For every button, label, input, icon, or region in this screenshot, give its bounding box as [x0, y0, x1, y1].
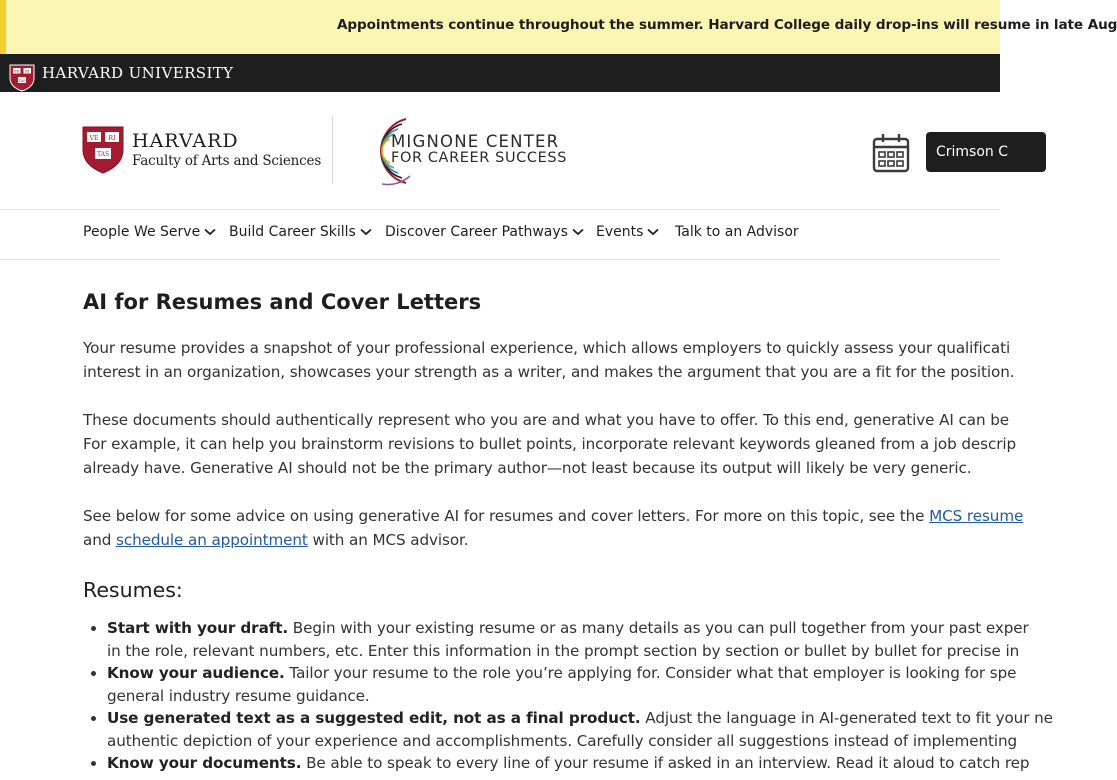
mcs-resume-link[interactable]: MCS resume	[929, 507, 1024, 525]
fas-name[interactable]: HARVARD	[132, 130, 239, 152]
university-label[interactable]: HARVARD UNIVERSITY	[42, 64, 234, 82]
alert-banner	[0, 0, 1117, 54]
alert-text: Appointments continue throughout the summer. Harvard College daily drop-ins will resume in late Aug	[337, 17, 1117, 33]
shield-letter: RI	[25, 69, 30, 74]
tip-continuation: in the role, relevant numbers, etc. Enter this information in the prompt section by section or bullet by bullet for precise in	[107, 641, 1020, 660]
chevron-down-icon	[360, 228, 372, 236]
main-nav	[0, 210, 1000, 260]
harvard-shield-icon	[9, 64, 35, 92]
see-below-paragraph	[83, 504, 1023, 552]
resumes-heading: Resumes:	[83, 578, 183, 602]
intro-paragraph	[83, 336, 1014, 384]
nav-talk-to-advisor[interactable]	[675, 224, 799, 240]
nav-label: Build Career Skills	[229, 224, 356, 240]
nav-people-we-serve[interactable]	[83, 224, 216, 240]
nav-events[interactable]	[596, 224, 659, 240]
tip-title: Know your audience.	[107, 664, 285, 682]
page-title: AI for Resumes and Cover Letters	[83, 290, 482, 314]
tip-title: Use generated text as a suggested edit, not as a final product.	[107, 709, 641, 727]
intro-line: Your resume provides a snapshot of your professional experience, which allows employers to quickly assess your qualificati	[83, 339, 1011, 357]
see-below-line	[83, 528, 1023, 552]
nav-discover-career-pathways[interactable]	[385, 224, 584, 240]
site-header	[0, 92, 1009, 210]
crimson-careers-button[interactable]: Crimson C	[926, 132, 1046, 172]
nav-label: Events	[596, 224, 644, 240]
shield-letter: VE	[14, 69, 20, 74]
tip-title: Start with your draft.	[107, 619, 289, 637]
tip-text: Tailor your resume to the role you’re applying for. Consider what that employer is looking for spe	[284, 664, 1017, 682]
list-item	[107, 617, 1053, 662]
nav-label: Talk to an Advisor	[675, 224, 799, 240]
tip-title: Know your documents.	[107, 754, 302, 772]
and-text: and	[83, 531, 117, 549]
tip-continuation: authentic depiction of your experience and accomplishments. Carefully consider all suggestions instead of implementing	[107, 731, 1018, 750]
ai-guidance-paragraph	[83, 408, 1016, 480]
shield-letter: TAS	[18, 78, 26, 83]
chevron-down-icon	[204, 228, 216, 236]
tip-text: Adjust the language in AI-generated text to fit your ne	[640, 709, 1053, 727]
chevron-down-icon	[647, 228, 659, 236]
see-below-line	[83, 504, 1023, 528]
list-item	[107, 752, 1053, 775]
university-bar	[0, 54, 1000, 92]
chevron-down-icon	[572, 228, 584, 236]
calendar-icon[interactable]	[872, 133, 910, 173]
guidance-line: For example, it can help you brainstorm revisions to bullet points, incorporate relevant keywords gleaned from a job descrip	[83, 435, 1017, 453]
header-divider	[332, 116, 333, 184]
shield-text-tas: TAS	[96, 151, 110, 158]
advisor-text: with an MCS advisor.	[307, 531, 469, 549]
resume-tips-list	[83, 617, 1053, 775]
mcs-name-line2[interactable]: FOR CAREER SUCCESS	[391, 150, 567, 166]
nav-label: Discover Career Pathways	[385, 224, 568, 240]
intro-line: interest in an organization, showcases your strength as a writer, and makes the argument that you are a fit for the position.	[83, 363, 1015, 381]
mcs-name-line1[interactable]: MIGNONE CENTER	[391, 132, 560, 151]
guidance-line: already have. Generative AI should not be the primary author—not least because its output will likely be very generic.	[83, 459, 972, 477]
fas-subtitle[interactable]: Faculty of Arts and Sciences	[132, 153, 322, 169]
schedule-appointment-link[interactable]: schedule an appointment	[116, 531, 308, 549]
shield-text-ve: VE	[89, 135, 99, 142]
nav-build-career-skills[interactable]	[229, 224, 372, 240]
nav-label: People We Serve	[83, 224, 201, 240]
list-item	[107, 707, 1053, 752]
tip-text: Begin with your existing resume or as many details as you can pull together from your past exper	[288, 619, 1029, 637]
list-item	[107, 662, 1053, 707]
tip-continuation: general industry resume guidance.	[107, 686, 370, 705]
tip-text: Be able to speak to every line of your resume if asked in an interview. Read it aloud to catch rep	[301, 754, 1030, 772]
fas-shield-icon[interactable]	[82, 126, 124, 174]
guidance-line: These documents should authentically represent who you are and what you have to offer. To this end, generative AI can be	[83, 411, 1010, 429]
shield-text-ri: RI	[108, 135, 116, 142]
see-below-text: See below for some advice on using generative AI for resumes and cover letters. For more on this topic, see the	[83, 507, 930, 525]
